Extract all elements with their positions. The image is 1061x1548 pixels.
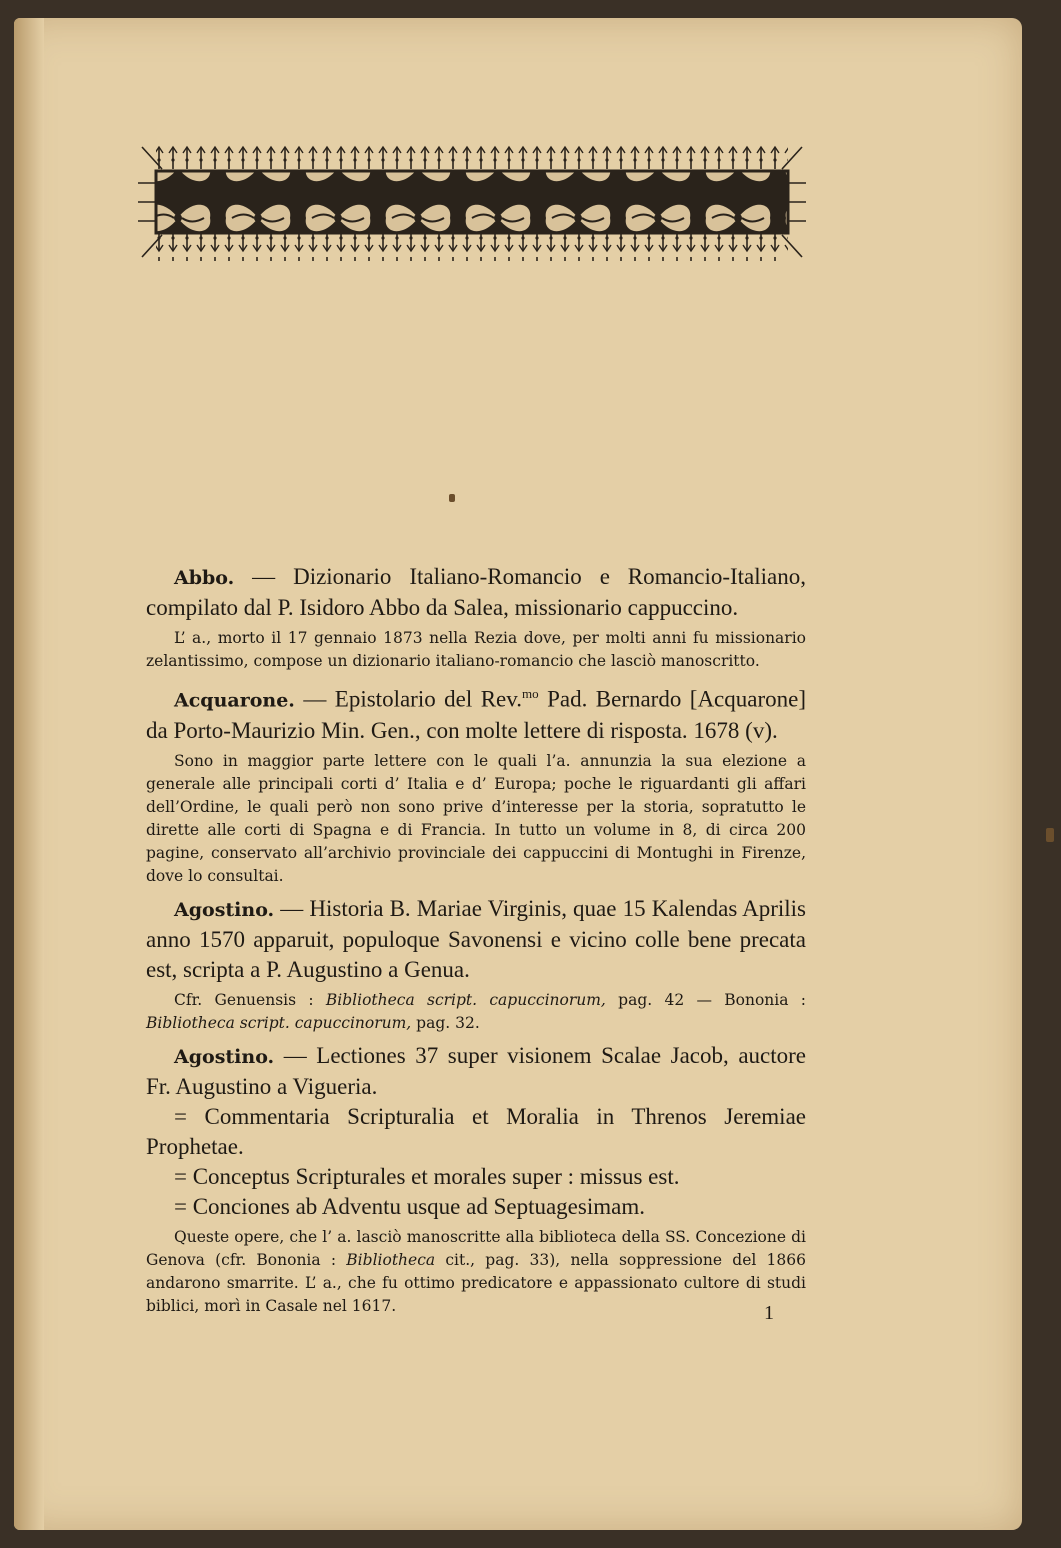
- note-text: pag. 32.: [411, 1013, 480, 1032]
- entry-subitem: = Conceptus Scripturales et morales super : missus est.: [174, 1163, 680, 1189]
- note-citation: Bibliotheca script. capuccinorum,: [325, 990, 606, 1009]
- entry-subitem: = Conciones ab Adventu usque ad Septuagesimam.: [174, 1193, 645, 1219]
- note-citation: Bibliotheca script. capuccinorum,: [146, 1013, 412, 1032]
- superscript: mo: [522, 686, 539, 701]
- binding-gutter: [14, 18, 44, 1530]
- entry-note: [146, 989, 806, 1035]
- entry-agostino-lectiones: [146, 1041, 806, 1102]
- entry-title: Abbo.: [174, 567, 235, 589]
- entry-acquarone: [146, 679, 806, 746]
- entry-text: — Dizionario Italiano-Romancio e Romancio-Italiano, compilato dal P. Isidoro Abbo da Salea, missionario cappuccino.: [146, 564, 806, 620]
- note-text: pag. 42 — Bononia :: [605, 990, 807, 1009]
- floral-ornament-band: [138, 143, 806, 261]
- entry-abbo: [146, 562, 806, 623]
- entry-subitem: = Commentaria Scripturalia et Moralia in Threnos Jeremiae Prophetae.: [146, 1103, 806, 1159]
- entry-note: [146, 1226, 806, 1318]
- entry-note: L’ a., morto il 17 gennaio 1873 nella Rezia dove, per molti anni fu missionario zelantissimo, compose un dizionario italiano-romancio che lasciò manoscritto.: [146, 629, 806, 670]
- note-text: Cfr. Genuensis :: [174, 990, 326, 1009]
- entry-title: Agostino.: [174, 1045, 275, 1068]
- entry-text: — Lectiones 37 super visionem Scalae Jacob, auctore Fr. Augustino a Vigueria.: [146, 1042, 806, 1099]
- page-text: [146, 562, 806, 1324]
- page-number: 1: [764, 1302, 774, 1324]
- entry-agostino-historia: [146, 894, 806, 985]
- paper-stain: [1046, 828, 1054, 842]
- entry-text: — Historia B. Mariae Virginis, quae 15 Kalendas Aprilis anno 1570 apparuit, populoque Savonensi e vicino colle bene precata est, scripta a P. Augustino a Genua.: [146, 895, 806, 982]
- note-citation: Bibliotheca: [346, 1250, 436, 1269]
- entry-title: Agostino.: [174, 898, 275, 921]
- entry-text: Pad. Bernardo [Acquarone] da Porto-Maurizio Min. Gen., con molte lettere di risposta. 1678 (v).: [146, 686, 806, 743]
- ink-speck: [449, 494, 455, 502]
- note-text: cit., pag. 33), nella soppressione del 1866 andarono smarrite. L’ a., che fu ottimo predicatore e appassionato cultore di studi biblici, morì in Casale nel 1617.: [146, 1250, 806, 1315]
- entry-note: Sono in maggior parte lettere con le quali l’a. annunzia la sua elezione a generale alle principali corti d’ Italia e d’ Europa; poche le riguardanti gli affari dell’Ordine, le quali però non sono prive d’interesse per la storia, sopratutto le dirette alle corti di Spagna e di Francia. In tutto un volume in 8, di circa 200 pagine, conservato all’archivio provinciale dei cappuccini di Montughi in Firenze, dove lo consultai.: [146, 751, 806, 885]
- note-text: Queste opere, che l’ a. lasciò manoscritte alla biblioteca della SS. Concezione di Genova (cfr. Bononia :: [146, 1227, 806, 1269]
- entry-text: — Epistolario del Rev.: [303, 686, 523, 712]
- entry-title: Acquarone.: [174, 689, 295, 712]
